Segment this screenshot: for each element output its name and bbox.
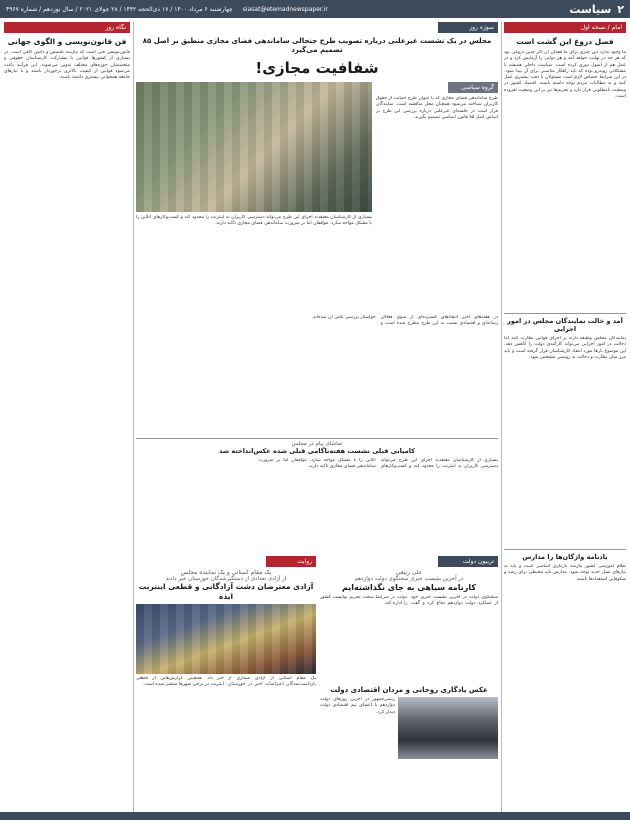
mid-body: بسیاری از کارشناسان معتقدند اجرای این طرح می‌تواند دسترسی کاربران به اینترنت را محدود کند و کسب‌وکارهای آنلاین را با مشکل مواجه سازد. موافقان اما بر ضرورت ساماندهی فضای مجازی تاکید دارند. (258, 458, 498, 470)
left-section-band: نگاه روز (4, 22, 130, 33)
main-lead: طرح ساماندهی فضای مجازی که با عنوان طرح حمایت از حقوق کاربران شناخته می‌شود همچنان محل مناقشه است. نمایندگان قرار است در جلسه‌ای غیرعلنی درباره بررسی این طرح بر اساس اصل ۸۵ قانون اساسی تصمیم بگیرند. (376, 96, 498, 120)
right-body: ما وجود ندارد دین چیزی برای ما فقدان آن اگر چنین دروغی بود که هر چه در نهایت خواهد آمد و هر دولتی را آزمایش کرد و در عمل هم از اصول دوری کرده است. سیاست داخلی همیشه با مشکلاتی روبه‌رو بوده که باید راهکار مناسبی برای آن پیدا شود. در این شرایط حساس لازم است مسئولان با دقت بیشتری عمل کنند و به مطالبات مردم توجه داشته باشند. اقتصاد کشور در وضعیت نامطلوبی قرار دارد و تحریم‌ها نیز بر این وضعیت افزوده است. (504, 50, 626, 100)
story2-kicker: علی ربیعی (395, 569, 423, 576)
story3-kicker: یک مقام استانی و یک نماینده مجلس (180, 569, 272, 576)
header-left (6, 6, 328, 13)
story3-body: یک مقام استانی از آزادی شماری از بازداشت‌شدگان اعتراضات اخیر در خوزستان خبر داد. همچنین گزارش‌هایی از قطعی اینترنت در برخی شهرها منتشر شده است. (136, 676, 316, 688)
story-khuzestan (136, 556, 316, 784)
main-headline: شفافیت مجازی! (255, 59, 379, 77)
middle-section (136, 22, 498, 784)
page-footer (0, 812, 630, 820)
story3-band: روایت (266, 556, 316, 567)
story3-title: آزادی معترضان دشت آزادگانی و قطعی اینترنت ایذه (138, 582, 314, 601)
right-box-body: نمایندگان مجلس وظیفه دارند بر اجرای قوانین نظارت کنند اما دخالت در امور اجرایی می‌تواند کارآمدی دولت را کاهش دهد. این موضوع بارها مورد انتقاد کارشناسان قرار گرفته است و باید مرز میان نظارت و دخالت به روشنی مشخص شود. (504, 336, 626, 360)
story-spokesman (320, 556, 498, 784)
left-title: فن قانون‌نویسی و الگوی جهانی (7, 37, 127, 46)
right-bottom-title: یادنامه واژگان‌ها را مدارس (522, 553, 608, 561)
main-kicker: مجلس در یک نشست غیرعلنی درباره تصویب طرح جنجالی ساماندهی فضای مجازی منطبق بر اصل ۸۵ تصمیم می‌گیرد (142, 37, 492, 54)
page-number: ۲ (617, 2, 624, 16)
main-body-1: بسیاری از کارشناسان معتقدند اجرای این طرح می‌تواند دسترسی کاربران به اینترنت را محدود کند و کسب‌وکارهای آنلاین را با مشکل مواجه سازد. موافقان اما بر ضرورت ساماندهی فضای مجازی تاکید دارند. (136, 215, 372, 227)
story2-band: تریبون دولت (438, 556, 498, 567)
mid-title: کامیابی قبلی نشست هفته‌ناگامی قبلی شده عکس‌انداخته شد (219, 447, 415, 455)
bottom-stories (136, 556, 498, 784)
main-body-2: در هفته‌های اخیر انتقادهای گسترده‌ای از سوی فعالان رسانه‌ای و اقتصادی نسبت به این طرح مطرح شده است و خواستار بررسی علنی آن شده‌اند. (311, 315, 498, 327)
right-section-band: امام / نسخه اول (504, 22, 626, 33)
main-story-row (136, 82, 498, 312)
story2-title: کارنامه سیاهی به جای نگذاشته‌ایم (342, 583, 476, 592)
page-header (0, 0, 630, 18)
main-lead-column (376, 82, 498, 312)
cabinet-photo (398, 697, 498, 759)
right-column (504, 22, 626, 754)
left-body: قانون‌نویسی فنی است که نیازمند تخصص و دانش کافی است. در بسیاری از کشورها قوانین با مشارکت کارشناسان حقوقی و متخصصان حوزه‌های مختلف تدوین می‌شوند. این فرآیند باعث می‌شود قوانین از کیفیت بالاتری برخوردار باشند و با نیازهای جامعه همخوانی بیشتری داشته باشند. (4, 50, 130, 81)
main-photo-column (136, 82, 372, 312)
story2-photo-body: رییس‌جمهور در آخرین روزهای دولت دوازدهم با اعضای تیم اقتصادی دولت دیدار کرد. (320, 697, 395, 715)
story3-sub: از آزادی تعدادی از دستگیرشدگان خوزستان خبر دادند (165, 576, 287, 582)
mid-band-label: تماشای پیام در مجلس (291, 441, 343, 447)
column-divider (133, 22, 134, 812)
website-email: siasat@etemadnewspaper.ir (242, 5, 328, 13)
left-column (4, 22, 130, 795)
right-box-title: آمد و خالت نمایندگان مجلس در امور اجرایی (507, 317, 623, 333)
dateline: چهارشنبه ۶ مرداد ۱۴۰۰ / ۱۷ ذی‌الحجه ۱۴۴۲ / ۲۸ جولای ۲۰۲۱ / سال نوزدهم / شماره ۴۹۶۷ (6, 5, 233, 13)
header-right (569, 3, 624, 16)
right-bottom-body: نظام آموزشی کشور نیازمند بازنگری اساسی است و باید به نیازهای نسل جدید توجه شود. مدارس باید محیطی برای رشد و شکوفایی استعدادها باشند. (504, 564, 626, 582)
subband: گروه سیاسی (448, 82, 498, 93)
story2-photo-title: عکس یادگاری روحانی و مردان اقتصادی دولت (330, 686, 488, 694)
story2-sub: در آخرین نشست خبری سخنگوی دولت دوازدهم (354, 576, 464, 582)
protest-photo (136, 604, 316, 674)
kicker-band: سوژه روز (438, 22, 498, 33)
right-title: فصل دروغ این گشت است (516, 37, 614, 46)
parliament-photo (136, 82, 372, 212)
story2-body: سخنگوی دولت در آخرین نشست خبری خود از عملکرد دولت دوازدهم دفاع کرد و گفت دولت در شرایط سخت تحریم توانست کشور را اداره کند. (320, 595, 498, 607)
column-divider (501, 22, 502, 812)
section-name: سیاست (569, 2, 612, 16)
